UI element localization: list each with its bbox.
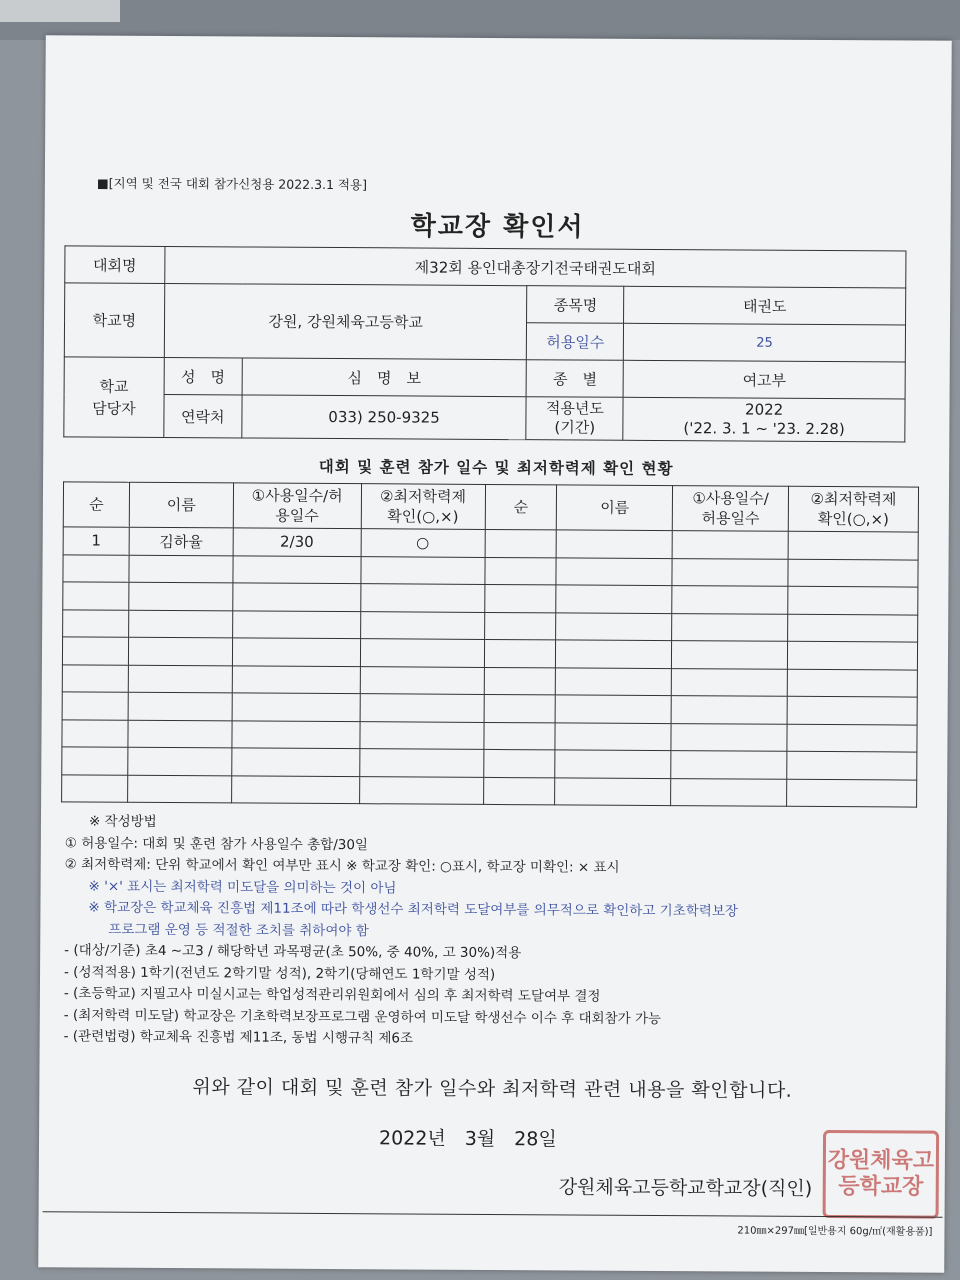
table-cell	[672, 558, 788, 586]
table-cell	[671, 696, 787, 724]
table-cell	[485, 529, 557, 557]
category-label: 종 별	[527, 360, 624, 398]
table-cell	[556, 557, 672, 585]
school-label: 학교명	[64, 283, 164, 358]
document-paper	[38, 35, 952, 1273]
table-cell	[788, 641, 918, 669]
info-table	[63, 245, 906, 442]
desk-background	[0, 0, 960, 40]
section-title: 대회 및 훈련 참가 일수 및 최저학력제 확인 현황	[318, 457, 674, 479]
table-cell	[232, 720, 360, 748]
note-line: 프로그램 운영 등 적절한 조치를 취하여야 함	[108, 921, 369, 939]
table-cell	[483, 777, 555, 805]
table-header-row	[63, 482, 918, 532]
table-cell	[672, 613, 788, 641]
seal-text: 강원체육고등학교장	[827, 1148, 935, 1200]
table-cell	[232, 638, 360, 666]
header-cell: 이름	[129, 482, 233, 528]
table-cell	[788, 586, 918, 614]
table-cell: 1	[63, 527, 129, 555]
table-cell	[555, 695, 671, 723]
table-cell: ○	[361, 529, 485, 557]
table-cell	[233, 583, 361, 611]
table-cell	[62, 774, 128, 802]
table-cell	[483, 722, 555, 750]
table-cell	[787, 669, 917, 697]
footer-divider	[43, 1211, 943, 1217]
table-cell	[671, 778, 787, 806]
note-line: - (최저학력 미도달) 학교장은 기초학력보장프로그램 운영하여 미도달 학생선수 이수 후 대회참가 가능	[63, 1006, 662, 1027]
note-line: - (대상/기준) 초4 ~고3 / 해당학년 과목평균(초 50%, 중 40%, 고 30%)적용	[64, 942, 522, 962]
table-cell	[360, 611, 484, 639]
note-line: - (초등학교) 지필고사 미실시교는 학업성적관리위원회에서 심의 후 최저학력 도달여부 결정	[63, 985, 601, 1005]
table-cell	[62, 664, 128, 692]
table-cell	[360, 694, 484, 722]
table-cell	[787, 751, 917, 779]
table-cell	[128, 747, 232, 775]
table-cell	[671, 751, 787, 779]
note-line: - (관련법령) 학교체육 진흥법 제11조, 동법 시행규칙 제6조	[63, 1028, 414, 1047]
header-cell: ①사용일수/허 용일수	[233, 483, 361, 529]
table-cell	[231, 775, 359, 803]
table-cell	[128, 775, 232, 803]
name-value: 심 명 보	[242, 358, 527, 397]
event-value: 태권도	[624, 286, 906, 325]
header-cell: 이름	[557, 485, 673, 531]
table-cell: 김하율	[129, 527, 233, 555]
note-line: ※ '×' 표시는 최저학력 미도달을 의미하는 것이 아님	[88, 878, 397, 896]
table-cell	[360, 584, 484, 612]
table-cell	[788, 531, 918, 559]
table-cell	[556, 612, 672, 640]
table-cell	[788, 614, 918, 642]
confirm-statement: 위와 같이 대회 및 훈련 참가 일수와 최저학력 관련 내용을 확인합니다.	[192, 1076, 793, 1102]
table-cell	[787, 779, 917, 807]
period-value: ('22. 3. 1 ~ '23. 2.28)	[683, 419, 845, 439]
notes-heading: ※ 작성방법	[88, 813, 157, 830]
table-cell	[484, 694, 556, 722]
table-cell	[672, 531, 788, 559]
header-cell: 순	[485, 484, 557, 529]
table-cell	[484, 612, 556, 640]
table-cell	[359, 776, 483, 804]
paper-spec: 210㎜×297㎜[일반용지 60g/㎡(재활용품)]	[737, 1225, 933, 1238]
header-cell: ②최저학력제 확인(○,×)	[788, 486, 918, 532]
table-cell	[233, 555, 361, 583]
event-label: 종목명	[527, 286, 624, 324]
note-line: ※ 학교장은 학교체육 진흥법 제11조에 따라 학생선수 최저학력 도달여부를 의무적으로 확인하고 기초학력보장	[88, 899, 738, 920]
table-cell	[232, 665, 360, 693]
year-value: 2022	[745, 400, 784, 419]
page-title: 학교장 확인서	[410, 211, 585, 243]
table-cell	[484, 557, 556, 585]
instructions	[64, 811, 935, 1053]
table-cell	[788, 559, 918, 587]
desk-object	[0, 0, 120, 22]
year-cell	[623, 397, 905, 442]
table-cell	[671, 668, 787, 696]
table-cell	[360, 639, 484, 667]
allowed-days-label: 허용일수	[527, 323, 624, 361]
category-value: 여고부	[623, 360, 905, 399]
official-seal	[823, 1130, 940, 1219]
table-cell	[672, 586, 788, 614]
table-cell: 2/30	[233, 528, 361, 556]
allowed-days-value: 25	[624, 323, 906, 362]
table-cell	[232, 748, 360, 776]
note-line: ① 허용일수: 대회 및 훈련 참가 사용일수 총합/30일	[64, 834, 369, 853]
table-cell	[129, 610, 233, 638]
table-cell	[787, 696, 917, 724]
table-cell	[556, 585, 672, 613]
table-cell	[360, 721, 484, 749]
table-cell	[787, 724, 917, 752]
competition-label: 대회명	[65, 246, 165, 284]
table-cell	[63, 582, 129, 610]
table-cell	[556, 530, 672, 558]
school-value: 강원, 강원체육고등학교	[164, 283, 527, 359]
header-cell: ②최저학력제 확인(○,×)	[361, 484, 485, 530]
table-cell	[128, 692, 232, 720]
table-cell	[129, 582, 233, 610]
table-cell	[62, 692, 128, 720]
participation-table	[61, 481, 919, 807]
table-cell	[359, 749, 483, 777]
name-label: 성 명	[164, 357, 242, 394]
table-cell	[63, 554, 129, 582]
table-cell	[556, 640, 672, 668]
header-cell: ①사용일수/ 허용일수	[673, 486, 789, 532]
table-cell	[128, 637, 232, 665]
table-cell	[232, 693, 360, 721]
year-label: 적용년도 (기간)	[526, 397, 623, 441]
phone-label: 연락처	[164, 394, 242, 437]
table-cell	[556, 667, 672, 695]
signer-name: 강원체육고등학교학교장(직인)	[558, 1176, 813, 1200]
table-cell	[361, 556, 485, 584]
form-header-note: ■[지역 및 전국 대회 참가신청용 2022.3.1 적용]	[96, 175, 368, 193]
table-cell	[62, 747, 128, 775]
table-cell	[128, 665, 232, 693]
table-cell	[484, 584, 556, 612]
table-cell	[128, 720, 232, 748]
table-cell	[483, 749, 555, 777]
table-cell	[360, 666, 484, 694]
table-cell	[232, 610, 360, 638]
table-cell	[62, 637, 128, 665]
table-cell	[129, 555, 233, 583]
contact-person-label: 학교 담당자	[64, 357, 164, 438]
phone-value: 033) 250-9325	[242, 395, 527, 440]
table-cell	[671, 723, 787, 751]
table-cell	[484, 667, 556, 695]
header-cell: 순	[63, 482, 129, 527]
table-cell	[484, 639, 556, 667]
table-cell	[555, 722, 671, 750]
table-cell	[672, 641, 788, 669]
competition-value: 제32회 용인대총장기전국태권도대회	[165, 246, 906, 288]
table-cell	[62, 719, 128, 747]
note-line: - (성적적용) 1학기(전년도 2학기말 성적), 2학기(당해연도 1학기말 성적)	[64, 963, 496, 983]
table-cell	[63, 609, 129, 637]
note-line: ② 최저학력제: 단위 학교에서 확인 여부만 표시 ※ 학교장 확인: ○표시, 학교장 미확인: × 표시	[64, 856, 620, 876]
table-row	[62, 774, 917, 807]
issue-date: 2022년 3월 28일	[378, 1127, 557, 1151]
table-cell	[555, 750, 671, 778]
table-cell	[555, 777, 671, 805]
